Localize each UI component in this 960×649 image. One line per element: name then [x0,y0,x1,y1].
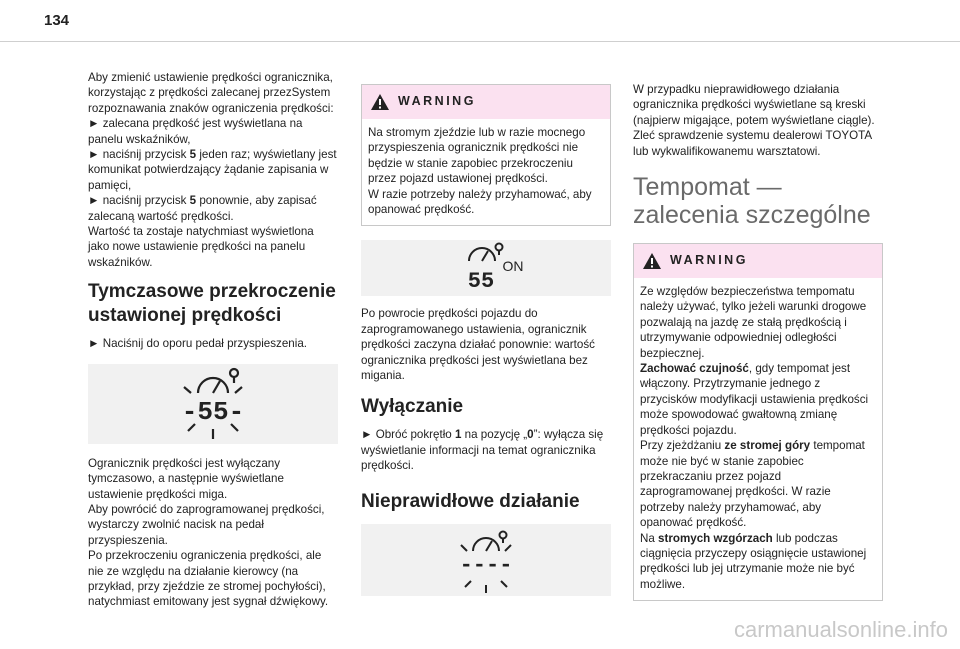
speedometer-flashing-icon [158,365,268,443]
column-1 [88,70,338,610]
warning-paragraph-1: Ze względów bezpieczeństwa tempomatu należy używać, tylko jeżeli warunki drogowe pozwalają na jazdę ze stałą prędkością i utrzymywanie odpowiedniej odległości bezpiecznej. [640,285,867,360]
figure-fault [361,524,611,596]
figure-speed-on [361,240,611,296]
warning-paragraph-3: Przy zjeżdżaniu ze stromej góry tempomat może nie być w stanie zapobiec przekraczaniu przez pojazd zaprogramowanej prędkości. W razie potrzeby należy przyhamować, aby opanować prędkość. [640,439,865,530]
warning-triangle-icon [370,93,390,111]
header-rule [0,41,960,42]
speedometer-on-icon [431,241,541,295]
svg-text:ON: ON [502,258,524,275]
svg-text:-55-: -55- [181,396,245,427]
intro-text: Aby zmienić ustawienie prędkości ogranicznika, korzystając z prędkości zalecanej przezSystem rozpoznawania znaków ograniczenia prędkości: ► zalecana prędkość jest wyświetlana na panelu wskaźników, ► naciśnij przycisk 5 jeden raz; wyświetlany jest komunikat potwierdzający żądanie zapisania w pamięci, ► naciśnij przycisk 5 ponownie, aby zapisać zalecaną wartość prędkości. Wartość ta zostaje natychmiast wyświetlona jako nowe ustawienie prędkości na panelu wskaźników. [88,71,337,269]
heading-off: Wyłączanie [361,396,464,418]
warning-title: WARNING [670,253,748,268]
column-3 [633,82,883,601]
warning-text: Na stromym zjeździe lub w razie mocnego przyspieszenia ogranicznik prędkości nie będzie w stanie zapobiec przekroczeniu przez pojazd ustawionej prędkości. W razie potrzeby należy przyhamować, aby opanować prędkość. [368,126,592,217]
heading-fault: Nieprawidłowe działanie [361,490,580,512]
heading-temporary-override: Tymczasowe przekroczenie ustawionej prędkości [88,281,336,327]
override-body: Ogranicznik prędkości jest wyłączany tymczasowo, a następnie wyświetlane ustawienie prędkości miga. Aby powrócić do zaprogramowanej prędkości, wystarczy zwolnić nacisk na pedał przyspieszenia. Po przekroczeniu ograniczenia prędkości, ale nie ze względu na działanie kierowcy (na przykład, przy zjeździe ze stromej pochyłości), natychmiast emitowany jest sygnał dźwiękowy. [88,456,329,609]
page-number: 134 [44,12,70,29]
heading-cruise-control: Tempomat — zalecenia szczególne [633,173,871,230]
watermark: carmanualsonline.info [733,617,948,642]
warning-title: WARNING [398,94,476,109]
warning-box-2 [633,243,883,601]
fault-info: W przypadku nieprawidłowego działania ogranicznika prędkości wyświetlane są kreski (najpierw migające, potem wyświetlane ciągle). Zleć sprawdzenie systemu dealerowi TOYOTA lub wykwalifikowanemu warsztatowi. [633,83,875,158]
resume-text: Po powrocie prędkości pojazdu do zaprogramowanego ustawienia, ogranicznik prędkości zaczyna działać ponownie: wartość ogranicznika prędkości jest wyświetlana bez migania. [361,307,595,383]
column-2 [361,84,611,596]
warning-paragraph-4: Na stromych wzgórzach lub podczas ciągnięcia przyczepy osiągnięcie ustawionej prędkości lub jej utrzymanie może nie być możliwe. [640,531,867,591]
off-text: ► Obróć pokrętło 1 na pozycję „0”: wyłącza się wyświetlanie informacji na temat ogranicznika prędkości. [361,428,604,473]
override-step: ► Naciśnij do oporu pedał przyspieszenia. [88,337,307,351]
speedometer-fault-icon [431,525,541,595]
warning-triangle-icon [642,252,662,270]
svg-text:----: ---- [459,552,513,578]
warning-paragraph-2: Zachować czujność, gdy tempomat jest włączony. Przytrzymanie jednego z przycisków modyfikacji ustawienia prędkości może spowodować gwałtowną zmianę prędkości pojazdu. [640,362,869,437]
warning-box-1 [361,84,611,226]
figure-flashing-speed [88,364,338,444]
svg-text:55: 55 [467,269,495,295]
